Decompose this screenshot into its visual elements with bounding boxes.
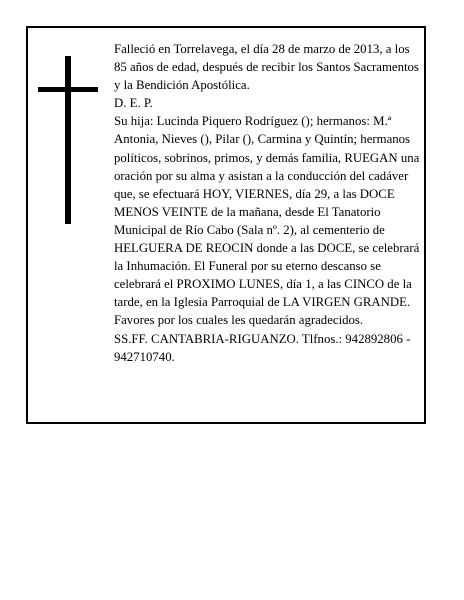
notice-text — [114, 40, 422, 366]
cross-icon — [38, 56, 98, 224]
notice-funeral-home: SS.FF. CANTABRIA-RIGUANZO. Tlfnos.: 942892806 - 942710740. — [114, 331, 411, 364]
cross-vertical-bar — [65, 56, 71, 224]
cross-horizontal-bar — [38, 87, 98, 92]
obituary-notice — [26, 26, 426, 424]
notice-dep: D. E. P. — [114, 96, 153, 111]
notice-intro: Falleció en Torrelavega, el día 28 de marzo de 2013, a los 85 años de edad, después de recibir los Santos Sacramentos y la Bendición Apostólica. — [114, 42, 419, 93]
notice-body: Su hija: Lucinda Piquero Rodríguez (); hermanos: M.ª Antonia, Nieves (), Pilar (), Carmina y Quintín; hermanos políticos, sobrinos, primos, y demás familia, RUEGAN una oración por su alma y asistan a la conducción del cadáver que, se efectuará HOY, VIERNES, día 29, a las DOCE MENOS VEINTE de la mañana, desde El Tanatorio Municipal de Río Cabo (Sala nº. 2), al cementerio de HELGUERA DE REOCIN donde a las DOCE, se celebrará la Inhumación. El Funeral por su eterno descanso se celebrará el PROXIMO LUNES, día 1, a las CINCO de la tarde, en la Iglesia Parroquial de LA VIRGEN GRANDE. Favores por los cuales les quedarán agradecidos. — [114, 114, 420, 328]
